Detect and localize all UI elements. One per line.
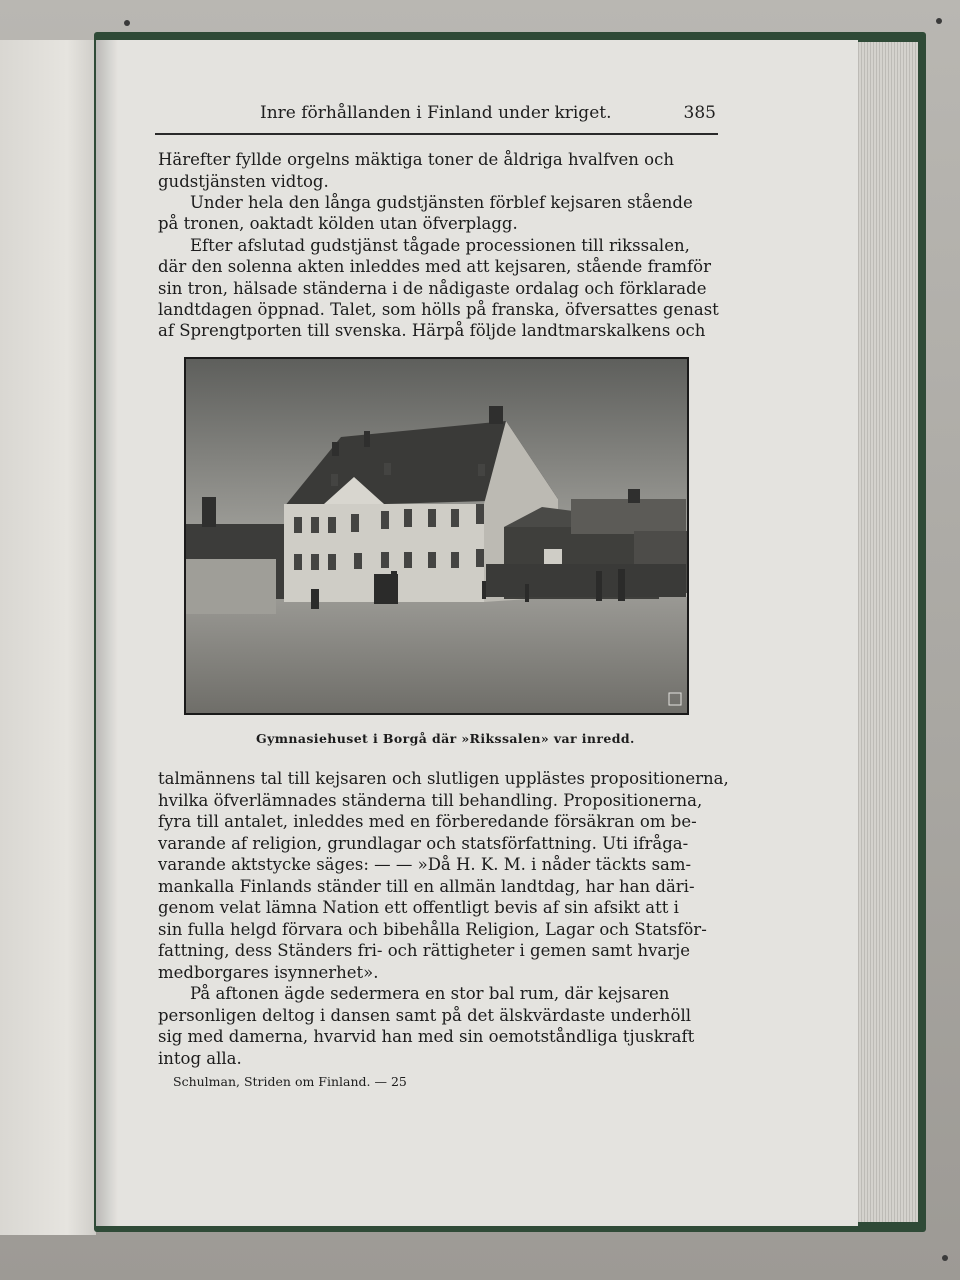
gymnasium-photograph (184, 357, 689, 715)
page-stack-edges (856, 42, 918, 1222)
text-line: mankalla Finlands ständer till en allmän landtdag, har han däri- (158, 877, 695, 896)
text-line: på tronen, oaktadt kölden utan öfverplagg. (158, 214, 518, 233)
text-line: gudstjänsten vidtog. (158, 172, 329, 191)
text-line: genom velat lämna Nation ett offentligt bevis af sin afsikt att i (158, 898, 679, 917)
page-gutter-shadow (96, 40, 118, 1226)
pin-top-left (124, 20, 130, 26)
pin-top-right (936, 18, 942, 24)
text-line: landtdagen öppnad. Talet, som hölls på franska, öfversattes genast (158, 300, 719, 319)
text-line: medborgares isynnerhet». (158, 963, 379, 982)
text-line: Härefter fyllde orgelns mäktiga toner de åldriga hvalfven och (158, 150, 674, 169)
text-line: Under hela den långa gudstjänsten förblef kejsaren stående (190, 193, 693, 212)
text-line: Efter afslutad gudstjänst tågade processionen till rikssalen, (190, 236, 690, 255)
text-line: fattning, dess Ständers fri- och rättigheter i gemen samt hvarje (158, 941, 691, 960)
running-head-title: Inre förhållanden i Finland under kriget. (260, 103, 612, 123)
text-line: varande af religion, grundlagar och statsförfattning. Uti ifråga- (158, 834, 689, 853)
text-line: där den solenna akten inleddes med att kejsaren, stående framför (158, 257, 711, 276)
text-line: På aftonen ägde sedermera en stor bal rum, där kejsaren (190, 984, 670, 1003)
figure-caption: Gymnasiehuset i Borgå där »Rikssalen» var inredd. (256, 731, 635, 746)
text-line: hvilka öfverlämnades ständerna till behandling. Propositionerna, (158, 791, 703, 810)
left-page-edge (0, 40, 96, 1235)
text-line: varande aktstycke säges: — — »Då H. K. M. i nåder täckts sam- (158, 855, 692, 874)
page-number: 385 (683, 103, 716, 123)
text-line: sin fulla helgd förvara och bibehålla Religion, Lagar och Statsför- (158, 920, 707, 939)
text-line: af Sprengtporten till svenska. Härpå följde landtmarskalkens och (158, 321, 706, 340)
footer-signature: Schulman, Striden om Finland. — 25 (173, 1074, 407, 1089)
text-line: intog alla. (158, 1049, 242, 1068)
text-line: sig med damerna, hvarvid han med sin oemotståndliga tjuskraft (158, 1027, 695, 1046)
text-line: fyra till antalet, inleddes med en förberedande försäkran om be- (158, 812, 697, 831)
text-line: talmännens tal till kejsaren och slutligen upplästes propositionerna, (158, 769, 729, 788)
text-line: personligen deltog i dansen samt på det älskvärdaste underhöll (158, 1006, 692, 1025)
text-line: sin tron, hälsade ständerna i de nådigaste ordalag och förklarade (158, 279, 707, 298)
pin-bottom-right (942, 1255, 948, 1261)
running-header (155, 103, 718, 135)
